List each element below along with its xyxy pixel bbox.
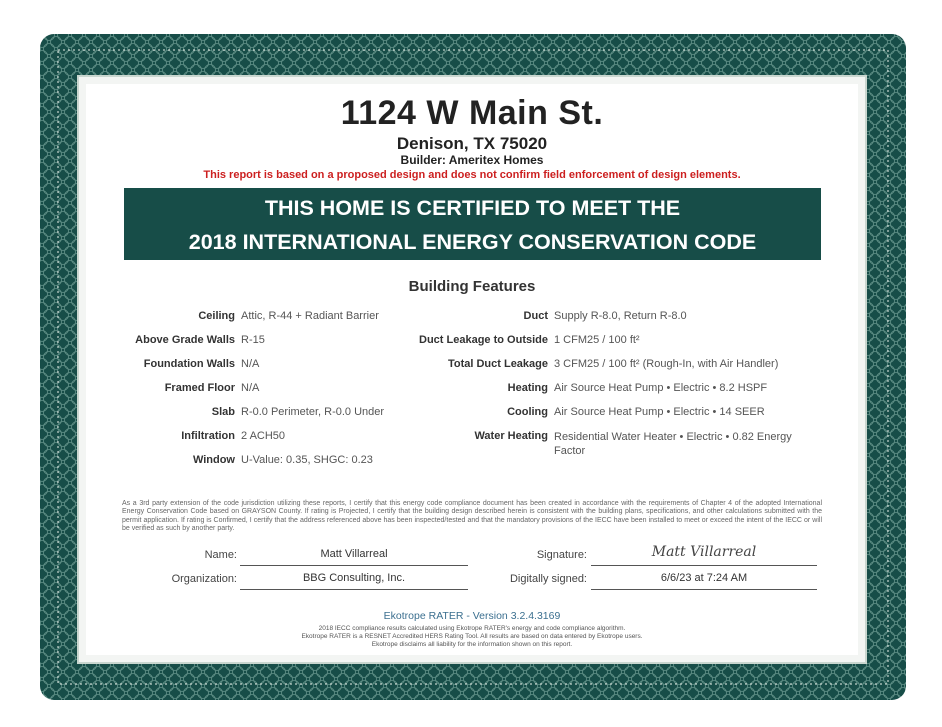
feature-value: Supply R-8.0, Return R-8.0	[554, 310, 687, 322]
building-features-title: Building Features	[408, 278, 536, 295]
feature-value: 2 ACH50	[241, 430, 286, 442]
footer-note-2: Ekotrope RATER is a RESNET Accredited HERS Rating Tool. All results are based on data entered by Ekotrope users.	[301, 633, 643, 640]
feature-value: Air Source Heat Pump • Electric • 14 SEER	[554, 406, 765, 418]
feature-label: Water Heating	[474, 430, 548, 442]
feature-label: Above Grade Walls	[135, 334, 235, 346]
organization-label: Organization:	[171, 573, 237, 585]
feature-label: Slab	[211, 406, 235, 418]
name-value: Matt Villarreal	[240, 548, 468, 566]
certification-banner	[124, 188, 821, 260]
feature-label: Cooling	[507, 406, 548, 418]
organization-value: BBG Consulting, Inc.	[240, 572, 468, 590]
feature-label: Infiltration	[181, 430, 235, 442]
signature-value: Matt Villarreal	[591, 544, 817, 566]
builder-name: Builder: Ameritex Homes	[400, 153, 544, 167]
certification-statement: As a 3rd party extension of the code jurisdiction utilizing these reports, I certify that this energy code compliance document has been created in accordance with the requirements of Chapter 4 of the adopted International Energy Conservation Code based on GRAYSON County. If rating is Projected, I certify that the building design described herein is consistent with the building plans, specifications, and other calculations submitted with the permit application. If rating is Confirmed, I certify that the address referenced above has been inspected/tested and that the mandatory provisions of the IECC have been installed to meet or exceed the intent of the IECC or will be verified as such by another party.	[122, 500, 822, 533]
footer-note-3: Ekotrope disclaims all liability for the information shown on this report.	[371, 641, 573, 648]
feature-value: R-15	[241, 334, 265, 346]
product-version: Ekotrope RATER - Version 3.2.4.3169	[383, 610, 561, 622]
feature-value: Attic, R-44 + Radiant Barrier	[241, 310, 379, 322]
feature-value: 3 CFM25 / 100 ft² (Rough-In, with Air Handler)	[554, 358, 779, 370]
digitally-signed-label: Digitally signed:	[509, 573, 587, 585]
street-address: 1124 W Main St.	[340, 94, 604, 132]
name-label: Name:	[204, 549, 237, 561]
feature-label: Framed Floor	[164, 382, 235, 394]
feature-value: U-Value: 0.35, SHGC: 0.23	[241, 454, 373, 466]
feature-value: N/A	[241, 358, 260, 370]
signature-label: Signature:	[536, 549, 587, 561]
feature-label: Window	[192, 454, 235, 466]
feature-value: Air Source Heat Pump • Electric • 8.2 HSPF	[554, 382, 768, 394]
certificate-body	[86, 84, 858, 655]
feature-label: Foundation Walls	[143, 358, 235, 370]
feature-label: Heating	[507, 382, 548, 394]
feature-value: R-0.0 Perimeter, R-0.0 Under	[241, 406, 385, 418]
footer-note-1: 2018 IECC compliance results calculated using Ekotrope RATER's energy and code compliance algorithm.	[318, 625, 626, 632]
banner-line-1: THIS HOME IS CERTIFIED TO MEET THE	[264, 196, 681, 220]
feature-label: Ceiling	[198, 310, 235, 322]
feature-label: Duct	[523, 310, 548, 322]
feature-value: 1 CFM25 / 100 ft²	[554, 334, 640, 346]
city-state-zip: Denison, TX 75020	[396, 134, 548, 153]
feature-value: Residential Water Heater • Electric • 0.82 Energy Factor	[554, 431, 792, 457]
proposed-design-notice: This report is based on a proposed design and does not confirm field enforcement of design elements.	[203, 169, 741, 181]
feature-right-column	[386, 310, 858, 470]
feature-label: Duct Leakage to Outside	[419, 334, 548, 346]
feature-value: N/A	[241, 382, 260, 394]
feature-label: Total Duct Leakage	[447, 358, 548, 370]
banner-line-2: 2018 INTERNATIONAL ENERGY CONSERVATION CODE	[188, 230, 757, 254]
digitally-signed-value: 6/6/23 at 7:24 AM	[591, 572, 817, 590]
